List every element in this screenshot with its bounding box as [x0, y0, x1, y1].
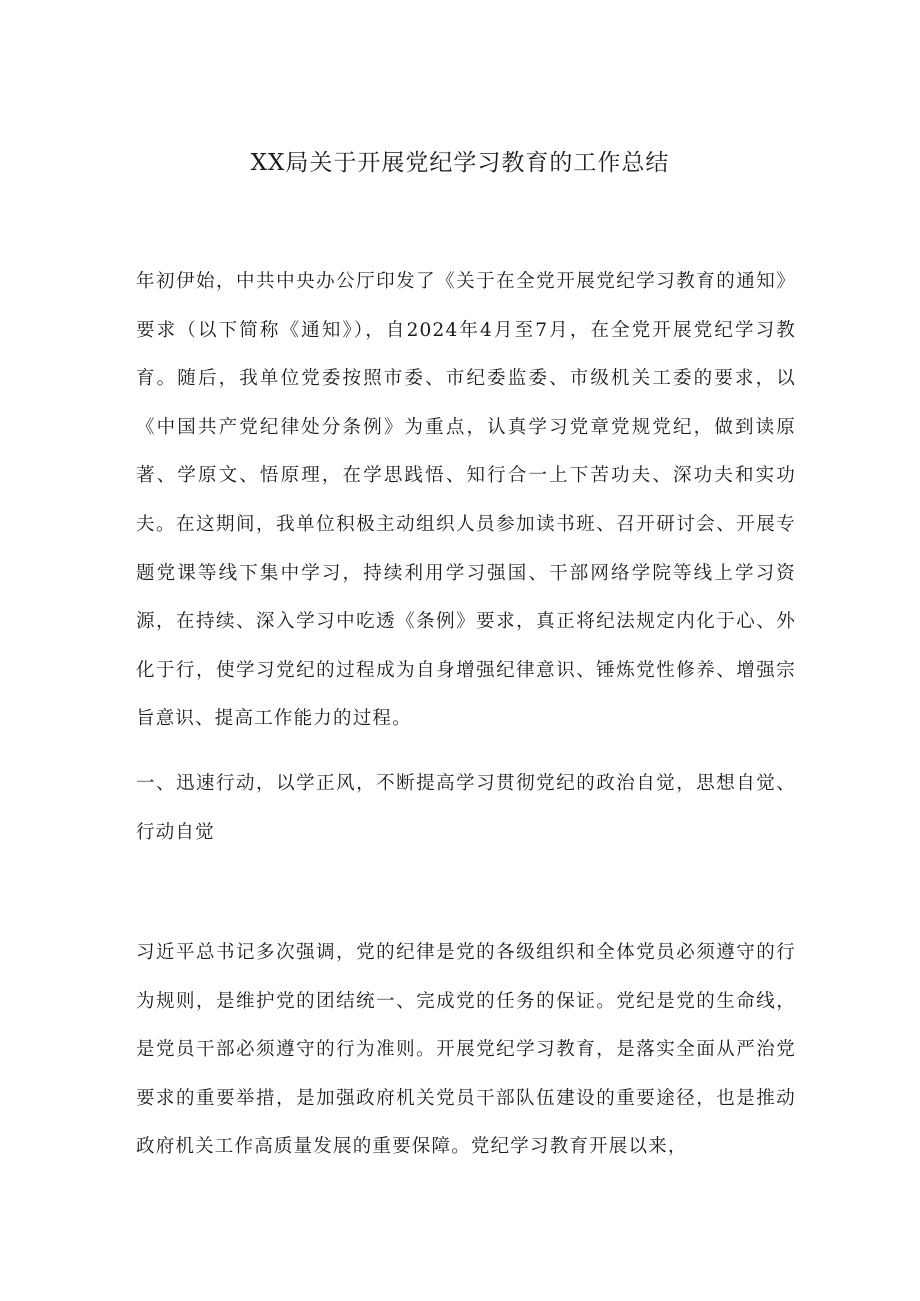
section-1-paragraph: 习近平总书记多次强调，党的纪律是党的各级组织和全体党员必须遵守的行为规则，是维护党的团结统一、完成党的任务的保证。党纪是党的生命线，是党员干部必须遵守的行为准则。开展党纪学习教育，是落实全面从严治党要求的重要举措，是加强政府机关党员干部队伍建设的重要途径，也是推动政府机关工作高质量发展的重要保障。党纪学习教育开展以来， — [136, 942, 796, 1158]
section-1-heading: 一、迅速行动，以学正风，不断提高学习贯彻党纪的政治自觉，思想自觉、行动自觉 — [136, 773, 796, 843]
document-title: XX局关于开展党纪学习教育的工作总结 — [250, 150, 670, 176]
intro-paragraph: 年初伊始，中共中央办公厅印发了《关于在全党开展党纪学习教育的通知》要求（以下简称《通知》），自2024年4月至7月，在全党开展党纪学习教育。随后，我单位党委按照市委、市纪委监委、市级机关工委的要求，以《中国共产党纪律处分条例》为重点，认真学习党章党规党纪，做到读原著、学原文、悟原理，在学思践悟、知行合一上下苦功夫、深功夫和实功夫。在这期间，我单位积极主动组织人员参加读书班、召开研讨会、开展专题党课等线下集中学习，持续利用学习强国、干部网络学院等线上学习资源，在持续、深入学习中吃透《条例》要求，真正将纪法规定内化于心、外化于行，使学习党纪的过程成为自身增强纪律意识、锤炼党性修养、增强宗旨意识、提高工作能力的过程。 — [136, 271, 796, 730]
